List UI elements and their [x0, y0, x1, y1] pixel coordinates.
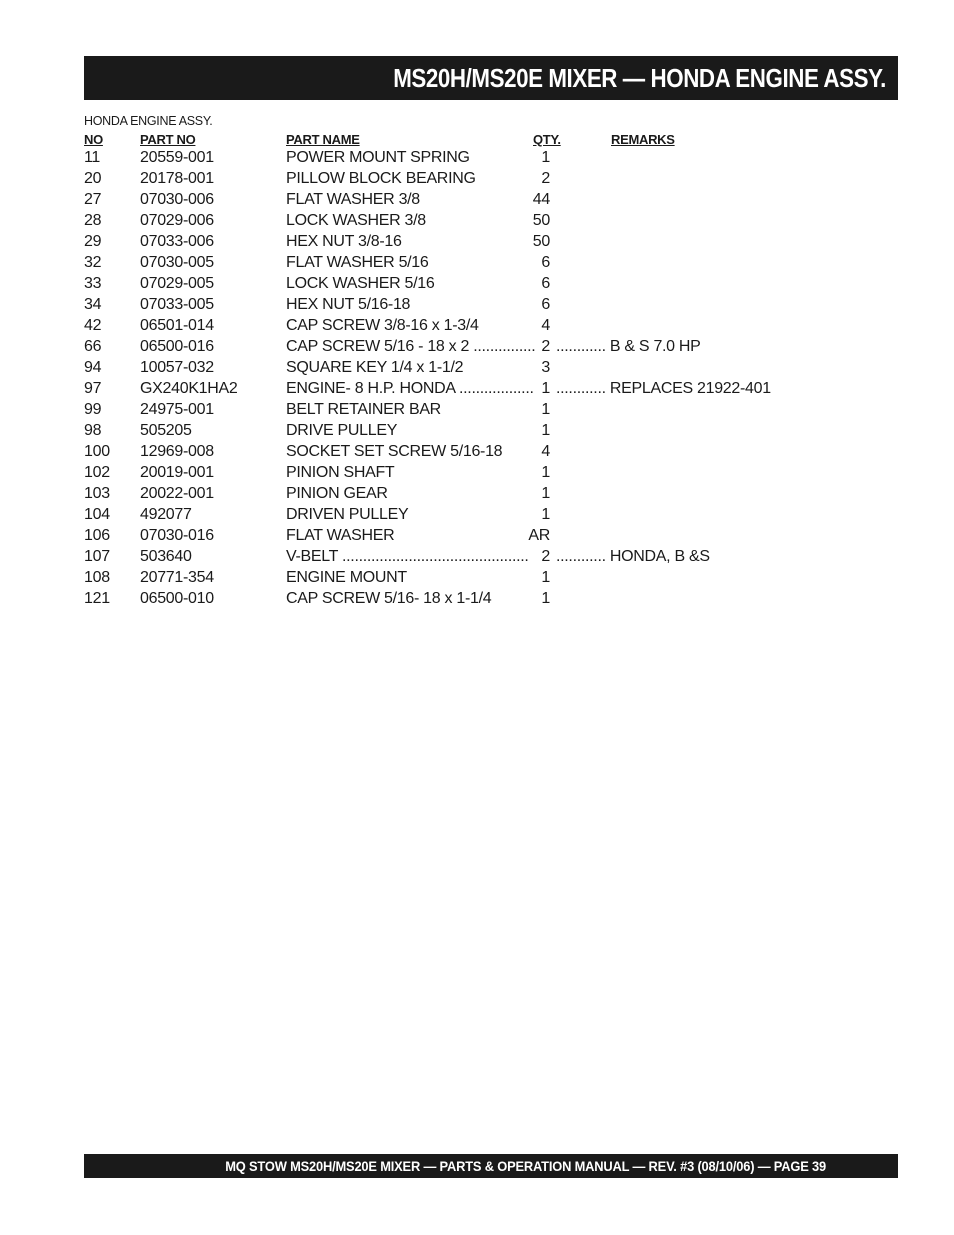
part-name: POWER MOUNT SPRING [286, 149, 470, 166]
table-row [0, 190, 954, 211]
part-quantity: 1 [541, 380, 550, 397]
part-number-index: 106 [84, 527, 110, 544]
table-row [0, 505, 954, 526]
part-name: FLAT WASHER 5/16 [286, 254, 429, 271]
part-quantity: 1 [541, 506, 550, 523]
part-number-index: 102 [84, 464, 110, 481]
part-quantity: 3 [541, 359, 550, 376]
table-row [0, 358, 954, 379]
footer-text: MQ STOW MS20H/MS20E MIXER — PARTS & OPERATION MANUAL — REV. #3 (08/10/06) — PAGE 39 [225, 1158, 826, 1174]
part-number-index: 107 [84, 548, 110, 565]
part-quantity: 1 [541, 401, 550, 418]
part-name: CAP SCREW 3/8-16 x 1-3/4 [286, 317, 479, 334]
column-header-part-no: PART NO [140, 132, 196, 147]
part-name: LOCK WASHER 3/8 [286, 212, 426, 229]
part-name: DRIVEN PULLEY [286, 506, 409, 523]
part-number-index: 29 [84, 233, 102, 250]
part-number: 06500-010 [140, 590, 214, 607]
part-number-index: 104 [84, 506, 110, 523]
part-number: 24975-001 [140, 401, 214, 418]
part-remarks: ............ HONDA, B &S [556, 548, 710, 565]
part-number: 20771-354 [140, 569, 214, 586]
part-quantity: 1 [541, 590, 550, 607]
part-number-index: 42 [84, 317, 102, 334]
table-row [0, 211, 954, 232]
part-name: SOCKET SET SCREW 5/16-18 [286, 443, 503, 460]
table-row [0, 379, 954, 400]
part-quantity: 50 [532, 212, 550, 229]
part-name: ENGINE- 8 H.P. HONDA .................. [286, 380, 534, 397]
part-name: CAP SCREW 5/16- 18 x 1-1/4 [286, 590, 492, 607]
part-quantity: 4 [541, 317, 550, 334]
part-remarks: ............ REPLACES 21922-401 [556, 380, 771, 397]
part-remarks: ............ B & S 7.0 HP [556, 338, 701, 355]
part-number-index: 11 [84, 149, 101, 166]
table-row [0, 253, 954, 274]
table-row [0, 442, 954, 463]
part-number-index: 108 [84, 569, 110, 586]
part-number: 06500-016 [140, 338, 214, 355]
column-header-qty: QTY. [533, 132, 561, 147]
part-quantity: 50 [532, 233, 550, 250]
part-name: LOCK WASHER 5/16 [286, 275, 435, 292]
part-number-index: 20 [84, 170, 102, 187]
table-row [0, 568, 954, 589]
part-name: CAP SCREW 5/16 - 18 x 2 ............... [286, 338, 536, 355]
part-name: ENGINE MOUNT [286, 569, 407, 586]
part-name: HEX NUT 5/16-18 [286, 296, 411, 313]
part-number: 07030-016 [140, 527, 214, 544]
part-number: 503640 [140, 548, 192, 565]
part-name: V-BELT ............................................. [286, 548, 529, 565]
table-row [0, 400, 954, 421]
section-label: HONDA ENGINE ASSY. [84, 114, 213, 128]
table-row [0, 589, 954, 610]
part-number-index: 33 [84, 275, 102, 292]
table-row [0, 526, 954, 547]
part-number: 07033-005 [140, 296, 214, 313]
table-row [0, 484, 954, 505]
part-name: SQUARE KEY 1/4 x 1-1/2 [286, 359, 464, 376]
part-number-index: 34 [84, 296, 102, 313]
part-number: 20019-001 [140, 464, 214, 481]
part-name: PINION GEAR [286, 485, 388, 502]
part-number-index: 98 [84, 422, 102, 439]
part-name: PILLOW BLOCK BEARING [286, 170, 476, 187]
table-row [0, 463, 954, 484]
part-number-index: 103 [84, 485, 110, 502]
part-number-index: 99 [84, 401, 102, 418]
column-header-remarks: REMARKS [611, 132, 675, 147]
part-number: 20178-001 [140, 170, 214, 187]
part-number: 20022-001 [140, 485, 214, 502]
part-quantity: 6 [541, 296, 550, 313]
part-quantity: 2 [541, 338, 550, 355]
part-number: 06501-014 [140, 317, 214, 334]
footer-bar [84, 1154, 898, 1178]
table-row [0, 274, 954, 295]
part-number: 12969-008 [140, 443, 214, 460]
table-row [0, 547, 954, 568]
part-quantity: 2 [541, 548, 550, 565]
table-row [0, 295, 954, 316]
part-number: 505205 [140, 422, 192, 439]
part-quantity: 1 [541, 485, 550, 502]
part-number: 07029-005 [140, 275, 214, 292]
part-number-index: 121 [84, 590, 110, 607]
part-number-index: 32 [84, 254, 102, 271]
table-row [0, 421, 954, 442]
part-number: 07033-006 [140, 233, 214, 250]
table-row [0, 316, 954, 337]
table-row [0, 337, 954, 358]
part-name: FLAT WASHER 3/8 [286, 191, 420, 208]
part-number-index: 27 [84, 191, 102, 208]
part-number: 07030-005 [140, 254, 214, 271]
part-quantity: 1 [541, 464, 550, 481]
table-row [0, 169, 954, 190]
column-header-part-name: PART NAME [286, 132, 360, 147]
part-quantity: AR [528, 527, 550, 544]
part-quantity: 6 [541, 254, 550, 271]
part-name: DRIVE PULLEY [286, 422, 398, 439]
part-number: GX240K1HA2 [140, 380, 238, 397]
part-number-index: 100 [84, 443, 110, 460]
part-number-index: 28 [84, 212, 102, 229]
part-quantity: 1 [541, 149, 550, 166]
part-name: PINION SHAFT [286, 464, 395, 481]
column-header-no: NO [84, 132, 103, 147]
part-quantity: 2 [541, 170, 550, 187]
part-number-index: 97 [84, 380, 102, 397]
part-name: BELT RETAINER BAR [286, 401, 441, 418]
part-number: 20559-001 [140, 149, 214, 166]
part-quantity: 44 [532, 191, 550, 208]
part-number-index: 66 [84, 338, 102, 355]
page-title-bar [84, 56, 898, 100]
part-quantity: 1 [541, 569, 550, 586]
page-title: MS20H/MS20E MIXER — HONDA ENGINE ASSY. [393, 62, 886, 93]
parts-list [0, 148, 954, 610]
part-quantity: 4 [541, 443, 550, 460]
part-quantity: 6 [541, 275, 550, 292]
part-number: 07029-006 [140, 212, 214, 229]
part-number: 07030-006 [140, 191, 214, 208]
table-row [0, 232, 954, 253]
part-quantity: 1 [541, 422, 550, 439]
part-number: 492077 [140, 506, 192, 523]
part-number-index: 94 [84, 359, 102, 376]
part-name: FLAT WASHER [286, 527, 395, 544]
table-row [0, 148, 954, 169]
part-name: HEX NUT 3/8-16 [286, 233, 402, 250]
part-number: 10057-032 [140, 359, 214, 376]
